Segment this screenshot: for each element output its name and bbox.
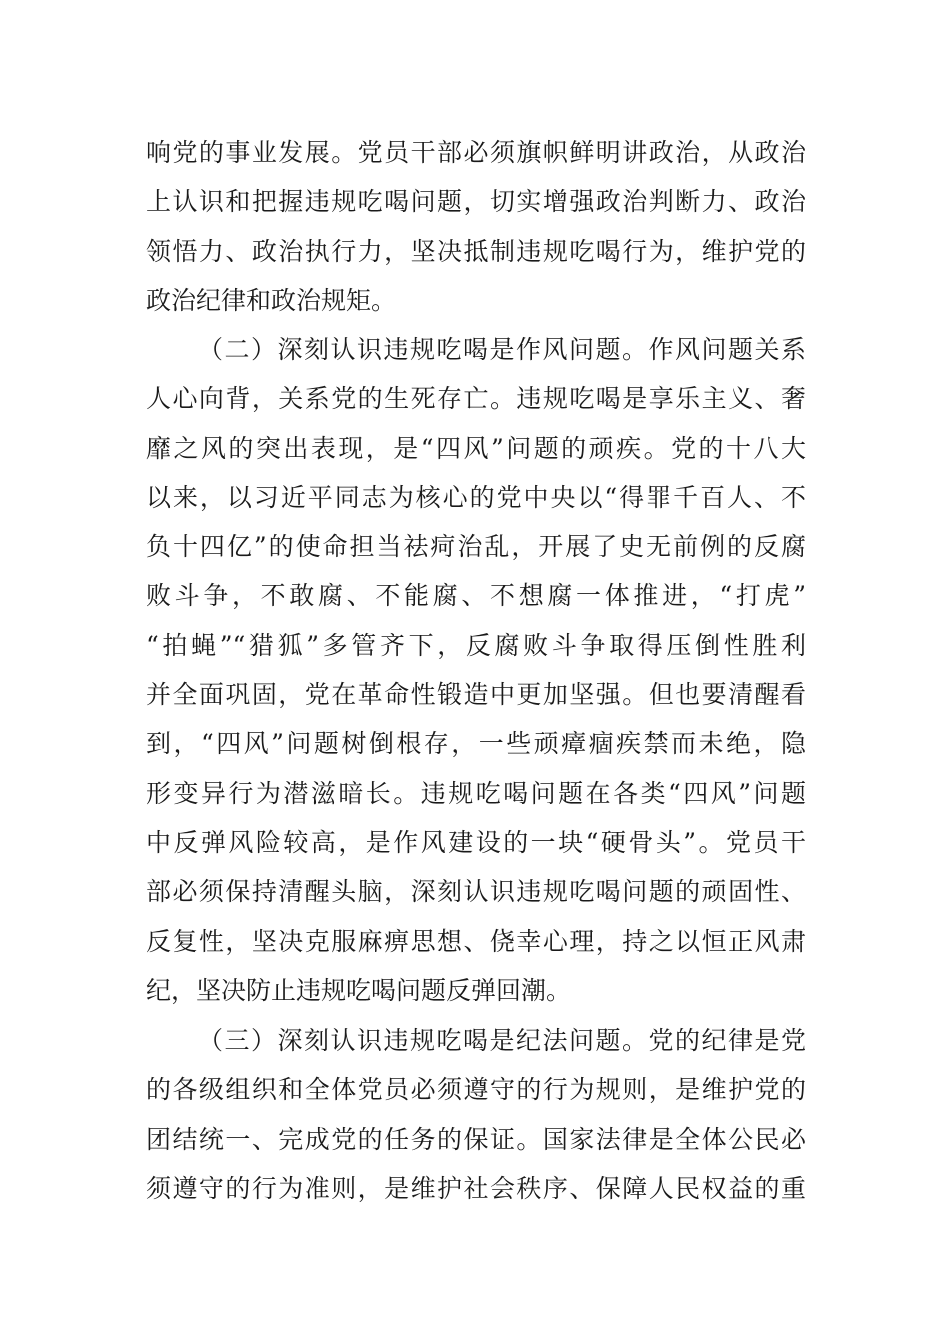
text-line: 靡之风的突出表现，是“四风”问题的顽疾。党的十八大 [146, 433, 806, 463]
text-line: 纪，坚决防止违规吃喝问题反弹回潮。 [146, 975, 572, 1005]
text-line: 人心向背，关系党的生死存亡。违规吃喝是享乐主义、奢 [146, 384, 806, 414]
text-line: 政治纪律和政治规矩。 [146, 285, 397, 315]
text-line: 须遵守的行为准则，是维护社会秩序、保障人民权益的重 [146, 1173, 806, 1203]
text-line: 团结统一、完成党的任务的保证。国家法律是全体公民必 [146, 1124, 806, 1154]
text-line: 领悟力、政治执行力，坚决抵制违规吃喝行为，维护党的 [146, 236, 806, 266]
text-line: “拍蝇”“猎狐”多管齐下，反腐败斗争取得压倒性胜利 [146, 630, 806, 660]
paragraph-section-three [146, 1016, 806, 1213]
text-line: 负十四亿”的使命担当祛疴治乱，开展了史无前例的反腐 [146, 532, 806, 562]
text-line: 形变异行为潜滋暗长。违规吃喝问题在各类“四风”问题 [146, 778, 806, 808]
text-line: 并全面巩固，党在革命性锻造中更加坚强。但也要清醒看 [146, 680, 806, 710]
text-line: 上认识和把握违规吃喝问题，切实增强政治判断力、政治 [146, 187, 806, 217]
text-line: （二）深刻认识违规吃喝是作风问题。作风问题关系 [198, 335, 806, 364]
text-line: 以来，以习近平同志为核心的党中央以“得罪千百人、不 [146, 482, 806, 512]
text-line: 的各级组织和全体党员必须遵守的行为规则，是维护党的 [146, 1075, 806, 1105]
text-line: 响党的事业发展。党员干部必须旗帜鲜明讲政治，从政治 [146, 138, 806, 167]
text-line: 败斗争，不敢腐、不能腐、不想腐一体推进，“打虎” [146, 581, 806, 611]
text-line: 到，“四风”问题树倒根存，一些顽瘴痼疾禁而未绝，隐 [146, 729, 806, 759]
text-line: （三）深刻认识违规吃喝是纪法问题。党的纪律是党 [198, 1026, 806, 1055]
text-line: 部必须保持清醒头脑，深刻认识违规吃喝问题的顽固性、 [146, 877, 806, 907]
text-line: 中反弹风险较高，是作风建设的一块“硬骨头”。党员干 [146, 827, 806, 857]
text-line: 反复性，坚决克服麻痹思想、侥幸心理，持之以恒正风肃 [146, 926, 806, 956]
paragraph-continuation [146, 128, 806, 325]
paragraph-section-two [146, 325, 806, 1015]
